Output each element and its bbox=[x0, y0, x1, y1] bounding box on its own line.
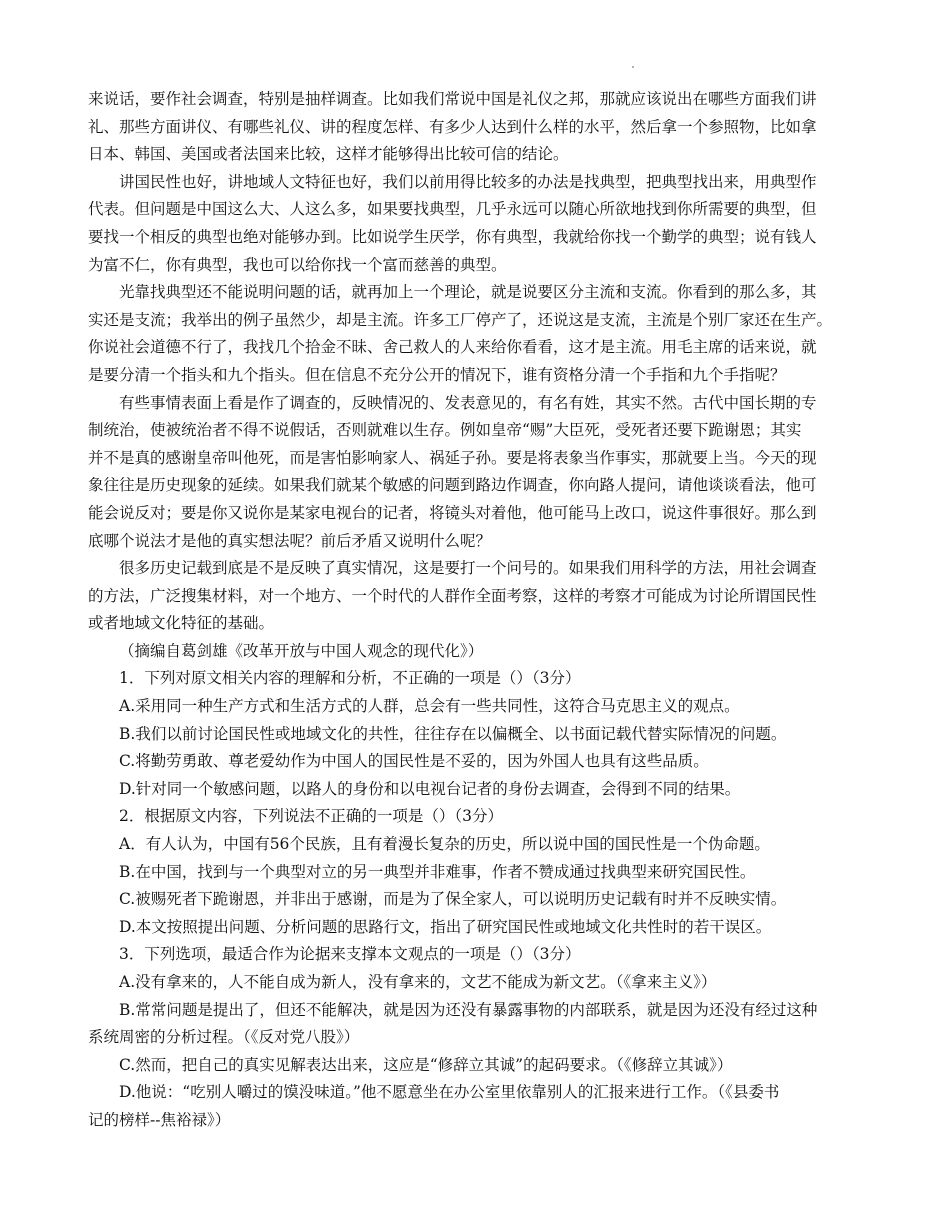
option-a: A.没有拿来的，人不能自成为新人，没有拿来的，文艺不能成为新文艺。（《拿来主义》） bbox=[119, 973, 717, 991]
text-line: 象往往是历史现象的延续。如果我们就某个敏感的问题到路边作调查，你向路人提问，请他谈谈看法，他可 bbox=[88, 476, 817, 495]
text-line: 很多历史记载到底是不是反映了真实情况，这是要打一个问号的。如果我们用科学的方法，用社会调查 bbox=[119, 559, 817, 578]
text-line: 的方法，广泛搜集材料，对一个地方、一个时代的人群作全面考察，这样的考察才可能成为讨论所谓国民性 bbox=[88, 586, 817, 605]
text-line: 你说社会道德不行了，我找几个拾金不昧、舍己救人的人来给你看看，这才是主流。用毛主席的话来说，就 bbox=[88, 338, 817, 357]
option-b: B.我们以前讨论国民性或地域文化的共性，往往存在以偏概全、以书面记载代替实际情况的问题。 bbox=[119, 724, 787, 743]
option-b: B.常常问题是提出了，但还不能解决，就是因为还没有暴露事物的内部联系，就是因为还没有经过这种 bbox=[119, 1000, 818, 1019]
source-citation: （摘编自葛剑雄《改革开放与中国人观念的现代化》） bbox=[119, 641, 484, 660]
option-d: D.他说：“吃别人嚼过的馍没味道。”他不愿意坐在办公室里依靠别人的汇报来进行工作。（《县委书 bbox=[119, 1083, 780, 1102]
option-a: A.采用同一种生产方式和生活方式的人群，总会有一些共同性，这符合马克思主义的观点。 bbox=[119, 697, 740, 716]
paragraph-1 bbox=[88, 86, 870, 169]
option-d: D.本文按照提出问题、分析问题的思路行文，指出了研究国民性或地域文化共性时的若干误区。 bbox=[119, 917, 772, 936]
text-line: 能会说反对；要是你又说你是某家电视台的记者，将镜头对着他，他可能马上改口，说这件事很好。那么到 bbox=[88, 503, 817, 522]
text-line: 制统治，使被统治者不得不说假话，否则就难以生存。例如皇帝“赐”大臣死，受死者还要下跪谢恩；其实 bbox=[88, 421, 802, 440]
text-line: 光靠找典型还不能说明问题的话，就再加上一个理论，就是说要区分主流和支流。你看到的那么多，其 bbox=[119, 283, 817, 302]
paragraph-2 bbox=[88, 169, 870, 279]
scan-speck bbox=[632, 66, 634, 68]
option-d: D.针对同一个敏感问题，以路人的身份和以电视台记者的身份去调查，会得到不同的结果。 bbox=[119, 779, 741, 798]
text-line: 讲国民性也好，讲地域人文特征也好，我们以前用得比较多的办法是找典型，把典型找出来，用典型作 bbox=[119, 172, 817, 191]
question-stem: 1．下列对原文相关内容的理解和分析，不正确的一项是（）（3分） bbox=[119, 669, 581, 688]
option-b-continued: 系统周密的分析过程。（《反对党八股》） bbox=[88, 1028, 360, 1047]
text-line: 有些事情表面上看是作了调查的，反映情况的、发表意见的，有名有姓，其实不然。古代中国长期的专 bbox=[119, 393, 817, 412]
question-stem: 3．下列选项，最适合作为论据来支撑本文观点的一项是（）（3分） bbox=[119, 945, 581, 964]
text-line: 底哪个说法才是他的真实想法呢？前后矛盾又说明什么呢？ bbox=[88, 531, 492, 550]
text-line: 代表。但问题是中国这么大、人这么多，如果要找典型，几乎永远可以随心所欲地找到你所需要的典型，但 bbox=[88, 200, 817, 219]
text-line: 礼、那些方面讲仪、有哪些礼仪、讲的程度怎样、有多少人达到什么样的水平，然后拿一个参照物，比如拿 bbox=[88, 117, 817, 136]
text-line: 为富不仁，你有典型，我也可以给你找一个富而慈善的典型。 bbox=[88, 255, 507, 274]
question-1 bbox=[88, 665, 870, 803]
text-line: 要找一个相反的典型也绝对能够办到。比如说学生厌学，你有典型，我就给你找一个勤学的典型；说有钱人 bbox=[88, 227, 817, 246]
option-c: C.被赐死者下跪谢恩，并非出于感谢，而是为了保全家人，可以说明历史记载有时并不反映实情。 bbox=[119, 890, 787, 909]
text-line: 日本、韩国、美国或者法国来比较，这样才能够得出比较可信的结论。 bbox=[88, 145, 569, 164]
text-line: 并不是真的感谢皇帝叫他死，而是害怕影响家人、祸延子孙。要是将表象当作事实，那就要上当。今天的现 bbox=[88, 448, 817, 467]
question-3 bbox=[88, 941, 870, 1134]
option-b: B.在中国，找到与一个典型对立的另一典型并非难事，作者不赞成通过找典型来研究国民性。 bbox=[119, 862, 756, 881]
question-2 bbox=[88, 803, 870, 941]
document-page bbox=[88, 86, 870, 1135]
question-stem: 2．根据原文内容，下列说法不正确的一项是（）（3分） bbox=[119, 807, 503, 826]
text-line: 或者地域文化特征的基础。 bbox=[88, 614, 275, 633]
option-c: C.然而，把自己的真实见解表达出来，这应是“修辞立其诚”的起码要求。（《修辞立其诚》） bbox=[119, 1055, 733, 1074]
text-line: 来说话，要作社会调查，特别是抽样调查。比如我们常说中国是礼仪之邦，那就应该说出在哪些方面我们讲 bbox=[88, 90, 817, 108]
paragraph-3 bbox=[88, 279, 870, 389]
option-a: A．有人认为，中国有56个民族，且有着漫长复杂的历史，所以说中国的国民性是一个伪命题。 bbox=[119, 835, 770, 854]
option-c: C.将勤劳勇敢、尊老爱幼作为中国人的国民性是不妥的，因为外国人也具有这些品质。 bbox=[119, 752, 709, 771]
paragraph-5 bbox=[88, 555, 870, 638]
option-d-continued: 记的榜样--焦裕禄》） bbox=[88, 1110, 231, 1129]
text-line: 实还是支流；我举出的例子虽然少，却是主流。许多工厂停产了，还说这是支流，主流是个别厂家还在生产。 bbox=[88, 310, 833, 329]
paragraph-4 bbox=[88, 390, 870, 556]
text-line: 是要分清一个指头和九个指头。但在信息不充分公开的情况下，谁有资格分清一个手指和九个手指呢？ bbox=[88, 365, 786, 384]
